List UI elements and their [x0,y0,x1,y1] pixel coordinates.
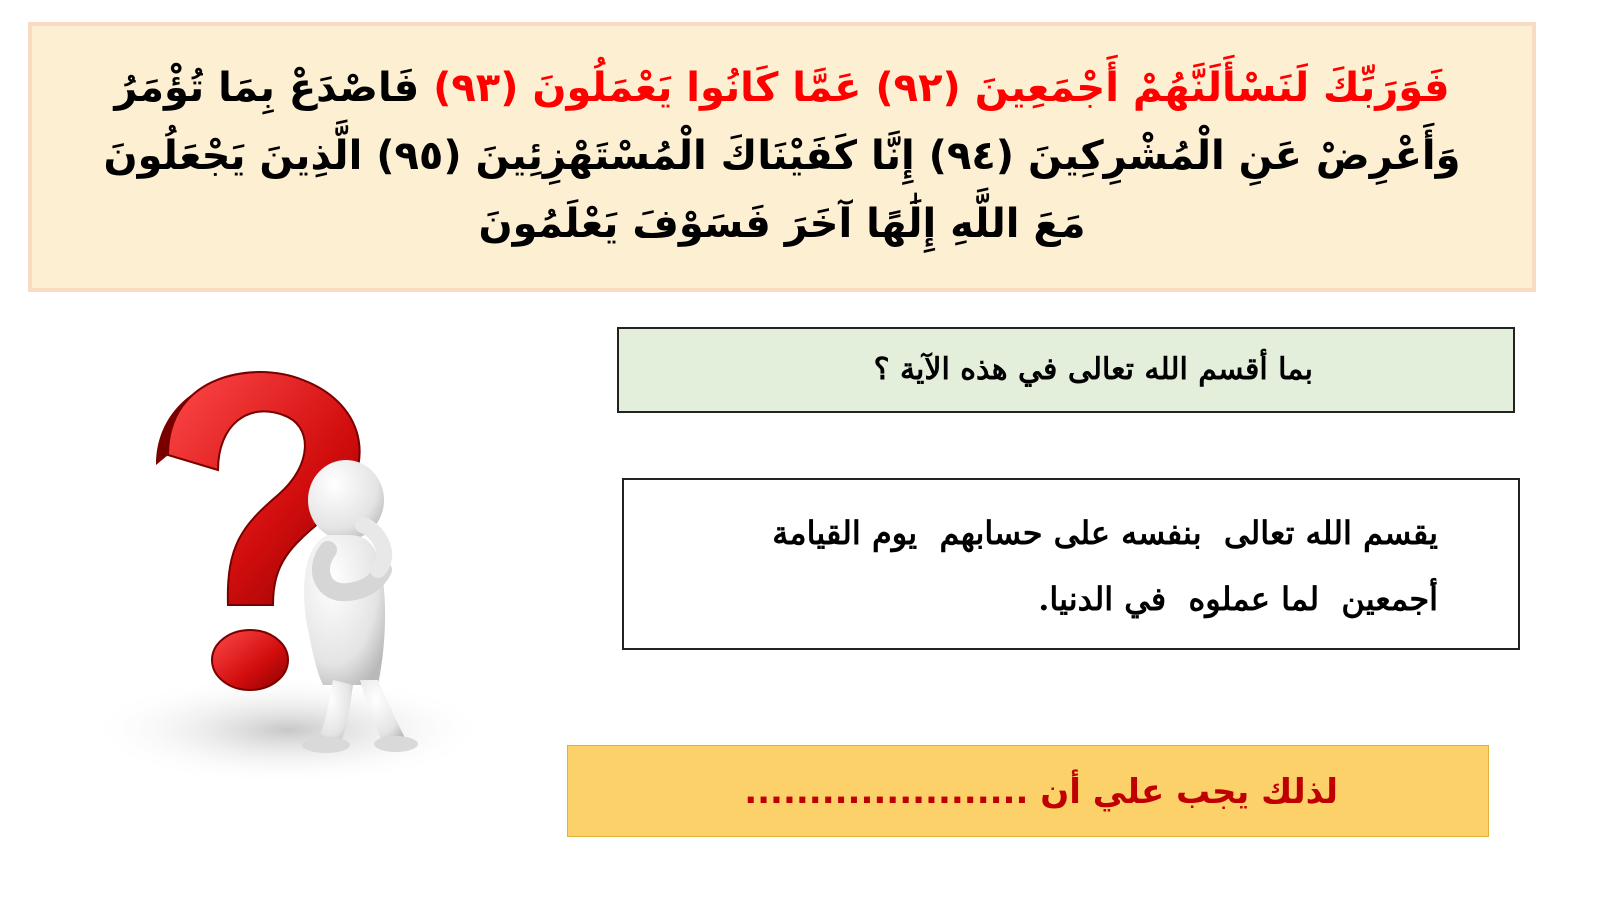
answer-line-1: يقسم الله تعالى بنفسه على حسابهم يوم القيامة [772,514,1438,552]
question-mark-dot [212,630,288,690]
verse-plain-segment: فَاصْدَعْ بِمَا تُؤْمَرُ وَأَعْرِضْ عَنِ الْمُشْرِكِينَ (٩٤) إِنَّا كَفَيْنَاكَ الْمُسْتَهْزِئِينَ (٩٥) الَّذِينَ يَجْعَلُونَ مَعَ اللَّهِ إِلَٰهًا آخَرَ فَسَوْفَ يَعْلَمُونَ [103,65,1461,247]
answer-line-2: أجمعين لما عملوه في الدنيا. [1038,580,1438,618]
verse-box [28,22,1536,292]
conclusion-box [567,745,1489,837]
question-box [617,327,1515,413]
floor-shadow [88,675,488,780]
conclusion-text: لذلك يجب علي أن ...................... [744,772,1338,812]
question-text: بما أقسم الله تعالى في هذه الآية ؟ [873,352,1313,387]
verse-highlighted-segment: فَوَرَبِّكَ لَنَسْأَلَنَّهُمْ أَجْمَعِينَ (٩٢) عَمَّا كَانُوا يَعْمَلُونَ (٩٣) [433,65,1450,111]
answer-box [622,478,1520,650]
verse-text [72,54,1492,258]
thinking-figure-with-question-mark-illustration [78,330,508,780]
